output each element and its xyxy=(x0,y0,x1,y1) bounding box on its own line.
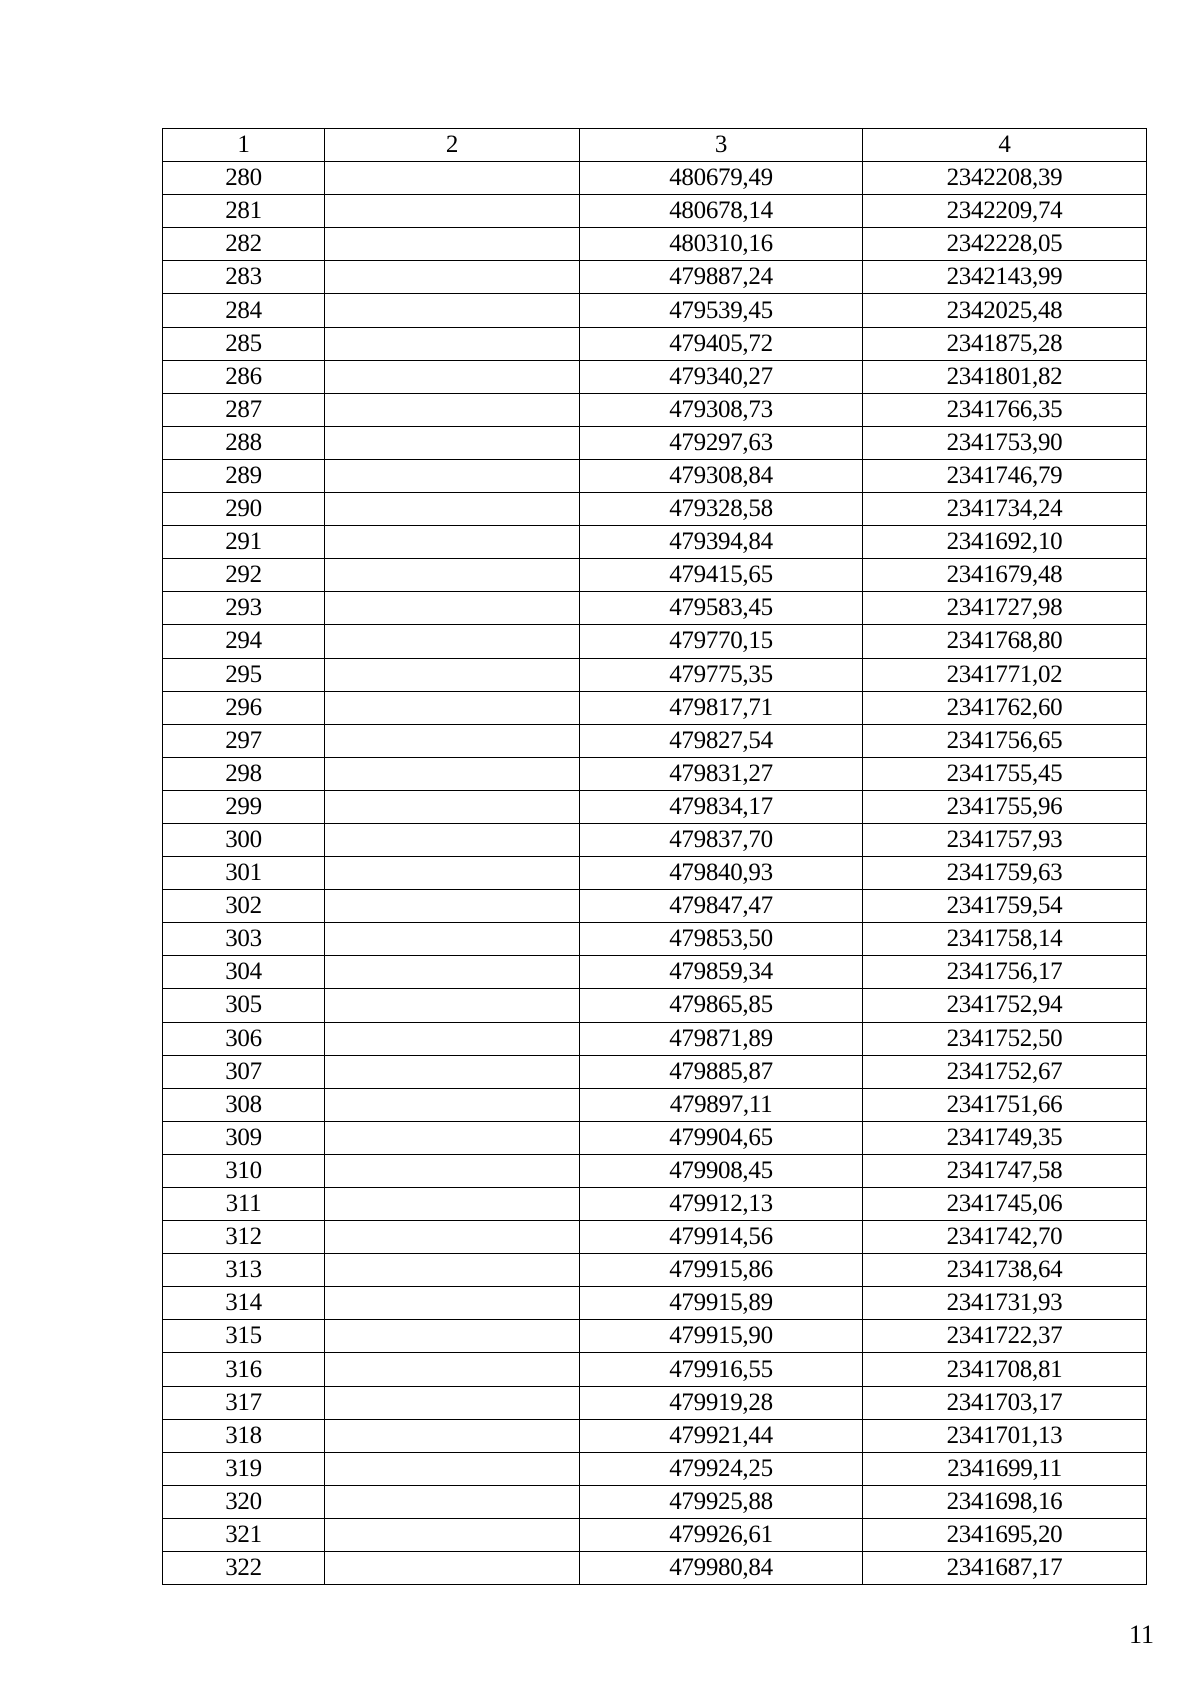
column-2-cell xyxy=(325,1121,580,1154)
coordinate-x-cell: 479887,24 xyxy=(580,261,863,294)
column-2-cell xyxy=(325,1154,580,1187)
column-header-1: 1 xyxy=(163,129,325,162)
coordinate-x-cell: 479831,27 xyxy=(580,757,863,790)
table-row xyxy=(163,1121,1147,1154)
table-row xyxy=(163,956,1147,989)
point-number-cell: 282 xyxy=(163,228,325,261)
coordinate-y-cell: 2341755,96 xyxy=(863,790,1147,823)
column-2-cell xyxy=(325,1022,580,1055)
point-number-cell: 299 xyxy=(163,790,325,823)
coordinate-y-cell: 2341708,81 xyxy=(863,1353,1147,1386)
coordinate-x-cell: 479539,45 xyxy=(580,294,863,327)
point-number-cell: 297 xyxy=(163,724,325,757)
column-2-cell xyxy=(325,1287,580,1320)
coordinate-x-cell: 479837,70 xyxy=(580,823,863,856)
coordinate-x-cell: 479915,89 xyxy=(580,1287,863,1320)
column-2-cell xyxy=(325,1452,580,1485)
point-number-cell: 289 xyxy=(163,459,325,492)
table-row xyxy=(163,691,1147,724)
coordinate-y-cell: 2342208,39 xyxy=(863,162,1147,195)
column-2-cell xyxy=(325,559,580,592)
table-row xyxy=(163,559,1147,592)
coordinate-x-cell: 480678,14 xyxy=(580,195,863,228)
coordinate-y-cell: 2341695,20 xyxy=(863,1518,1147,1551)
coordinate-x-cell: 479583,45 xyxy=(580,592,863,625)
point-number-cell: 291 xyxy=(163,526,325,559)
column-2-cell xyxy=(325,823,580,856)
coordinate-x-cell: 479912,13 xyxy=(580,1188,863,1221)
coordinate-x-cell: 479904,65 xyxy=(580,1121,863,1154)
point-number-cell: 280 xyxy=(163,162,325,195)
coordinate-y-cell: 2341703,17 xyxy=(863,1386,1147,1419)
point-number-cell: 314 xyxy=(163,1287,325,1320)
coordinate-x-cell: 479916,55 xyxy=(580,1353,863,1386)
coordinate-y-cell: 2341753,90 xyxy=(863,426,1147,459)
column-2-cell xyxy=(325,1552,580,1585)
table-row xyxy=(163,1055,1147,1088)
coordinate-x-cell: 479840,93 xyxy=(580,857,863,890)
point-number-cell: 288 xyxy=(163,426,325,459)
table-row xyxy=(163,857,1147,890)
point-number-cell: 319 xyxy=(163,1452,325,1485)
table-row xyxy=(163,1287,1147,1320)
column-2-cell xyxy=(325,1221,580,1254)
coordinate-x-cell: 479908,45 xyxy=(580,1154,863,1187)
point-number-cell: 301 xyxy=(163,857,325,890)
coordinate-y-cell: 2341759,54 xyxy=(863,890,1147,923)
column-2-cell xyxy=(325,724,580,757)
column-2-cell xyxy=(325,459,580,492)
header-row xyxy=(163,129,1147,162)
column-2-cell xyxy=(325,493,580,526)
table-row xyxy=(163,360,1147,393)
table-row xyxy=(163,890,1147,923)
coordinate-y-cell: 2341766,35 xyxy=(863,393,1147,426)
coordinate-y-cell: 2341722,37 xyxy=(863,1320,1147,1353)
coordinate-y-cell: 2341679,48 xyxy=(863,559,1147,592)
coordinate-x-cell: 479871,89 xyxy=(580,1022,863,1055)
table-row xyxy=(163,195,1147,228)
coordinate-x-cell: 479775,35 xyxy=(580,658,863,691)
point-number-cell: 308 xyxy=(163,1088,325,1121)
coordinate-x-cell: 479770,15 xyxy=(580,625,863,658)
table-body xyxy=(163,162,1147,1585)
coordinate-y-cell: 2341752,50 xyxy=(863,1022,1147,1055)
coordinate-x-cell: 479885,87 xyxy=(580,1055,863,1088)
table-row xyxy=(163,658,1147,691)
column-2-cell xyxy=(325,989,580,1022)
point-number-cell: 287 xyxy=(163,393,325,426)
column-header-2: 2 xyxy=(325,129,580,162)
table-row xyxy=(163,757,1147,790)
point-number-cell: 316 xyxy=(163,1353,325,1386)
coordinate-y-cell: 2341727,98 xyxy=(863,592,1147,625)
coordinate-y-cell: 2342209,74 xyxy=(863,195,1147,228)
coordinate-x-cell: 479328,58 xyxy=(580,493,863,526)
column-2-cell xyxy=(325,1254,580,1287)
coordinate-y-cell: 2341747,58 xyxy=(863,1154,1147,1187)
point-number-cell: 295 xyxy=(163,658,325,691)
coordinate-y-cell: 2341801,82 xyxy=(863,360,1147,393)
coordinate-x-cell: 479817,71 xyxy=(580,691,863,724)
point-number-cell: 303 xyxy=(163,923,325,956)
point-number-cell: 320 xyxy=(163,1485,325,1518)
coordinates-table xyxy=(162,128,1147,1585)
coordinate-x-cell: 479297,63 xyxy=(580,426,863,459)
coordinate-x-cell: 479865,85 xyxy=(580,989,863,1022)
table-row xyxy=(163,625,1147,658)
coordinate-x-cell: 479914,56 xyxy=(580,1221,863,1254)
table-row xyxy=(163,1188,1147,1221)
table-row xyxy=(163,1353,1147,1386)
point-number-cell: 307 xyxy=(163,1055,325,1088)
point-number-cell: 313 xyxy=(163,1254,325,1287)
coordinate-y-cell: 2341756,17 xyxy=(863,956,1147,989)
coordinate-y-cell: 2341742,70 xyxy=(863,1221,1147,1254)
point-number-cell: 309 xyxy=(163,1121,325,1154)
coordinate-y-cell: 2341734,24 xyxy=(863,493,1147,526)
coordinate-y-cell: 2341699,11 xyxy=(863,1452,1147,1485)
page-number: 11 xyxy=(1128,1620,1154,1649)
coordinate-y-cell: 2341875,28 xyxy=(863,327,1147,360)
table-row xyxy=(163,1452,1147,1485)
point-number-cell: 300 xyxy=(163,823,325,856)
table-header xyxy=(163,129,1147,162)
table-row xyxy=(163,1088,1147,1121)
coordinate-y-cell: 2341749,35 xyxy=(863,1121,1147,1154)
column-2-cell xyxy=(325,1088,580,1121)
column-2-cell xyxy=(325,1353,580,1386)
table-row xyxy=(163,1552,1147,1585)
table-row xyxy=(163,592,1147,625)
coordinate-y-cell: 2341771,02 xyxy=(863,658,1147,691)
coordinate-x-cell: 479308,84 xyxy=(580,459,863,492)
column-2-cell xyxy=(325,228,580,261)
coordinate-x-cell: 479847,47 xyxy=(580,890,863,923)
coordinate-y-cell: 2341731,93 xyxy=(863,1287,1147,1320)
coordinate-y-cell: 2342228,05 xyxy=(863,228,1147,261)
point-number-cell: 284 xyxy=(163,294,325,327)
coordinate-y-cell: 2341756,65 xyxy=(863,724,1147,757)
table-row xyxy=(163,459,1147,492)
table-row xyxy=(163,923,1147,956)
coordinate-x-cell: 479925,88 xyxy=(580,1485,863,1518)
column-2-cell xyxy=(325,1386,580,1419)
point-number-cell: 306 xyxy=(163,1022,325,1055)
coordinate-y-cell: 2341758,14 xyxy=(863,923,1147,956)
point-number-cell: 294 xyxy=(163,625,325,658)
coordinate-x-cell: 479926,61 xyxy=(580,1518,863,1551)
column-2-cell xyxy=(325,625,580,658)
table-row xyxy=(163,1221,1147,1254)
table-row xyxy=(163,823,1147,856)
coordinate-x-cell: 479919,28 xyxy=(580,1386,863,1419)
point-number-cell: 292 xyxy=(163,559,325,592)
coordinate-x-cell: 479921,44 xyxy=(580,1419,863,1452)
table-row xyxy=(163,1320,1147,1353)
table-row xyxy=(163,1419,1147,1452)
table-row xyxy=(163,1485,1147,1518)
coordinate-y-cell: 2341692,10 xyxy=(863,526,1147,559)
coordinate-y-cell: 2341759,63 xyxy=(863,857,1147,890)
coordinate-x-cell: 479915,86 xyxy=(580,1254,863,1287)
coordinate-y-cell: 2341762,60 xyxy=(863,691,1147,724)
coordinate-x-cell: 479308,73 xyxy=(580,393,863,426)
coordinate-y-cell: 2341687,17 xyxy=(863,1552,1147,1585)
point-number-cell: 315 xyxy=(163,1320,325,1353)
coordinate-y-cell: 2341746,79 xyxy=(863,459,1147,492)
column-2-cell xyxy=(325,195,580,228)
coordinate-y-cell: 2341751,66 xyxy=(863,1088,1147,1121)
coordinate-x-cell: 479834,17 xyxy=(580,790,863,823)
table-row xyxy=(163,1022,1147,1055)
column-2-cell xyxy=(325,1518,580,1551)
coordinate-y-cell: 2341752,94 xyxy=(863,989,1147,1022)
coordinate-y-cell: 2341701,13 xyxy=(863,1419,1147,1452)
table-row xyxy=(163,294,1147,327)
column-2-cell xyxy=(325,1485,580,1518)
point-number-cell: 311 xyxy=(163,1188,325,1221)
table-row xyxy=(163,426,1147,459)
point-number-cell: 302 xyxy=(163,890,325,923)
column-2-cell xyxy=(325,691,580,724)
column-2-cell xyxy=(325,294,580,327)
point-number-cell: 305 xyxy=(163,989,325,1022)
table-row xyxy=(163,1518,1147,1551)
column-2-cell xyxy=(325,360,580,393)
table-row xyxy=(163,261,1147,294)
column-2-cell xyxy=(325,592,580,625)
table-row xyxy=(163,724,1147,757)
column-2-cell xyxy=(325,658,580,691)
point-number-cell: 296 xyxy=(163,691,325,724)
table-row xyxy=(163,989,1147,1022)
coordinate-x-cell: 479924,25 xyxy=(580,1452,863,1485)
point-number-cell: 321 xyxy=(163,1518,325,1551)
column-header-4: 4 xyxy=(863,129,1147,162)
point-number-cell: 290 xyxy=(163,493,325,526)
table-row xyxy=(163,1154,1147,1187)
point-number-cell: 298 xyxy=(163,757,325,790)
point-number-cell: 286 xyxy=(163,360,325,393)
table-row xyxy=(163,1254,1147,1287)
coordinate-x-cell: 479859,34 xyxy=(580,956,863,989)
table-row xyxy=(163,526,1147,559)
column-2-cell xyxy=(325,890,580,923)
column-2-cell xyxy=(325,393,580,426)
table-row xyxy=(163,162,1147,195)
point-number-cell: 285 xyxy=(163,327,325,360)
table-row xyxy=(163,327,1147,360)
column-2-cell xyxy=(325,1055,580,1088)
coordinate-y-cell: 2341745,06 xyxy=(863,1188,1147,1221)
coordinate-y-cell: 2341738,64 xyxy=(863,1254,1147,1287)
point-number-cell: 310 xyxy=(163,1154,325,1187)
point-number-cell: 322 xyxy=(163,1552,325,1585)
table-row xyxy=(163,393,1147,426)
coordinate-x-cell: 480310,16 xyxy=(580,228,863,261)
coordinate-x-cell: 479394,84 xyxy=(580,526,863,559)
coordinate-x-cell: 480679,49 xyxy=(580,162,863,195)
coordinate-y-cell: 2342025,48 xyxy=(863,294,1147,327)
column-2-cell xyxy=(325,790,580,823)
coordinate-x-cell: 479827,54 xyxy=(580,724,863,757)
coordinate-x-cell: 479915,90 xyxy=(580,1320,863,1353)
coordinate-x-cell: 479853,50 xyxy=(580,923,863,956)
coordinate-x-cell: 479405,72 xyxy=(580,327,863,360)
table-row xyxy=(163,790,1147,823)
column-2-cell xyxy=(325,1188,580,1221)
column-header-3: 3 xyxy=(580,129,863,162)
coordinate-x-cell: 479340,27 xyxy=(580,360,863,393)
point-number-cell: 317 xyxy=(163,1386,325,1419)
coordinate-y-cell: 2341768,80 xyxy=(863,625,1147,658)
point-number-cell: 304 xyxy=(163,956,325,989)
table-row xyxy=(163,493,1147,526)
column-2-cell xyxy=(325,1419,580,1452)
table-row xyxy=(163,1386,1147,1419)
coordinate-x-cell: 479897,11 xyxy=(580,1088,863,1121)
column-2-cell xyxy=(325,956,580,989)
coordinate-y-cell: 2341752,67 xyxy=(863,1055,1147,1088)
point-number-cell: 293 xyxy=(163,592,325,625)
coordinate-y-cell: 2341757,93 xyxy=(863,823,1147,856)
point-number-cell: 312 xyxy=(163,1221,325,1254)
column-2-cell xyxy=(325,162,580,195)
column-2-cell xyxy=(325,857,580,890)
point-number-cell: 318 xyxy=(163,1419,325,1452)
coordinate-x-cell: 479415,65 xyxy=(580,559,863,592)
point-number-cell: 281 xyxy=(163,195,325,228)
column-2-cell xyxy=(325,426,580,459)
coordinate-y-cell: 2341755,45 xyxy=(863,757,1147,790)
coordinate-x-cell: 479980,84 xyxy=(580,1552,863,1585)
table-row xyxy=(163,228,1147,261)
coordinate-y-cell: 2341698,16 xyxy=(863,1485,1147,1518)
column-2-cell xyxy=(325,526,580,559)
point-number-cell: 283 xyxy=(163,261,325,294)
column-2-cell xyxy=(325,757,580,790)
column-2-cell xyxy=(325,923,580,956)
column-2-cell xyxy=(325,327,580,360)
coordinate-y-cell: 2342143,99 xyxy=(863,261,1147,294)
column-2-cell xyxy=(325,1320,580,1353)
column-2-cell xyxy=(325,261,580,294)
